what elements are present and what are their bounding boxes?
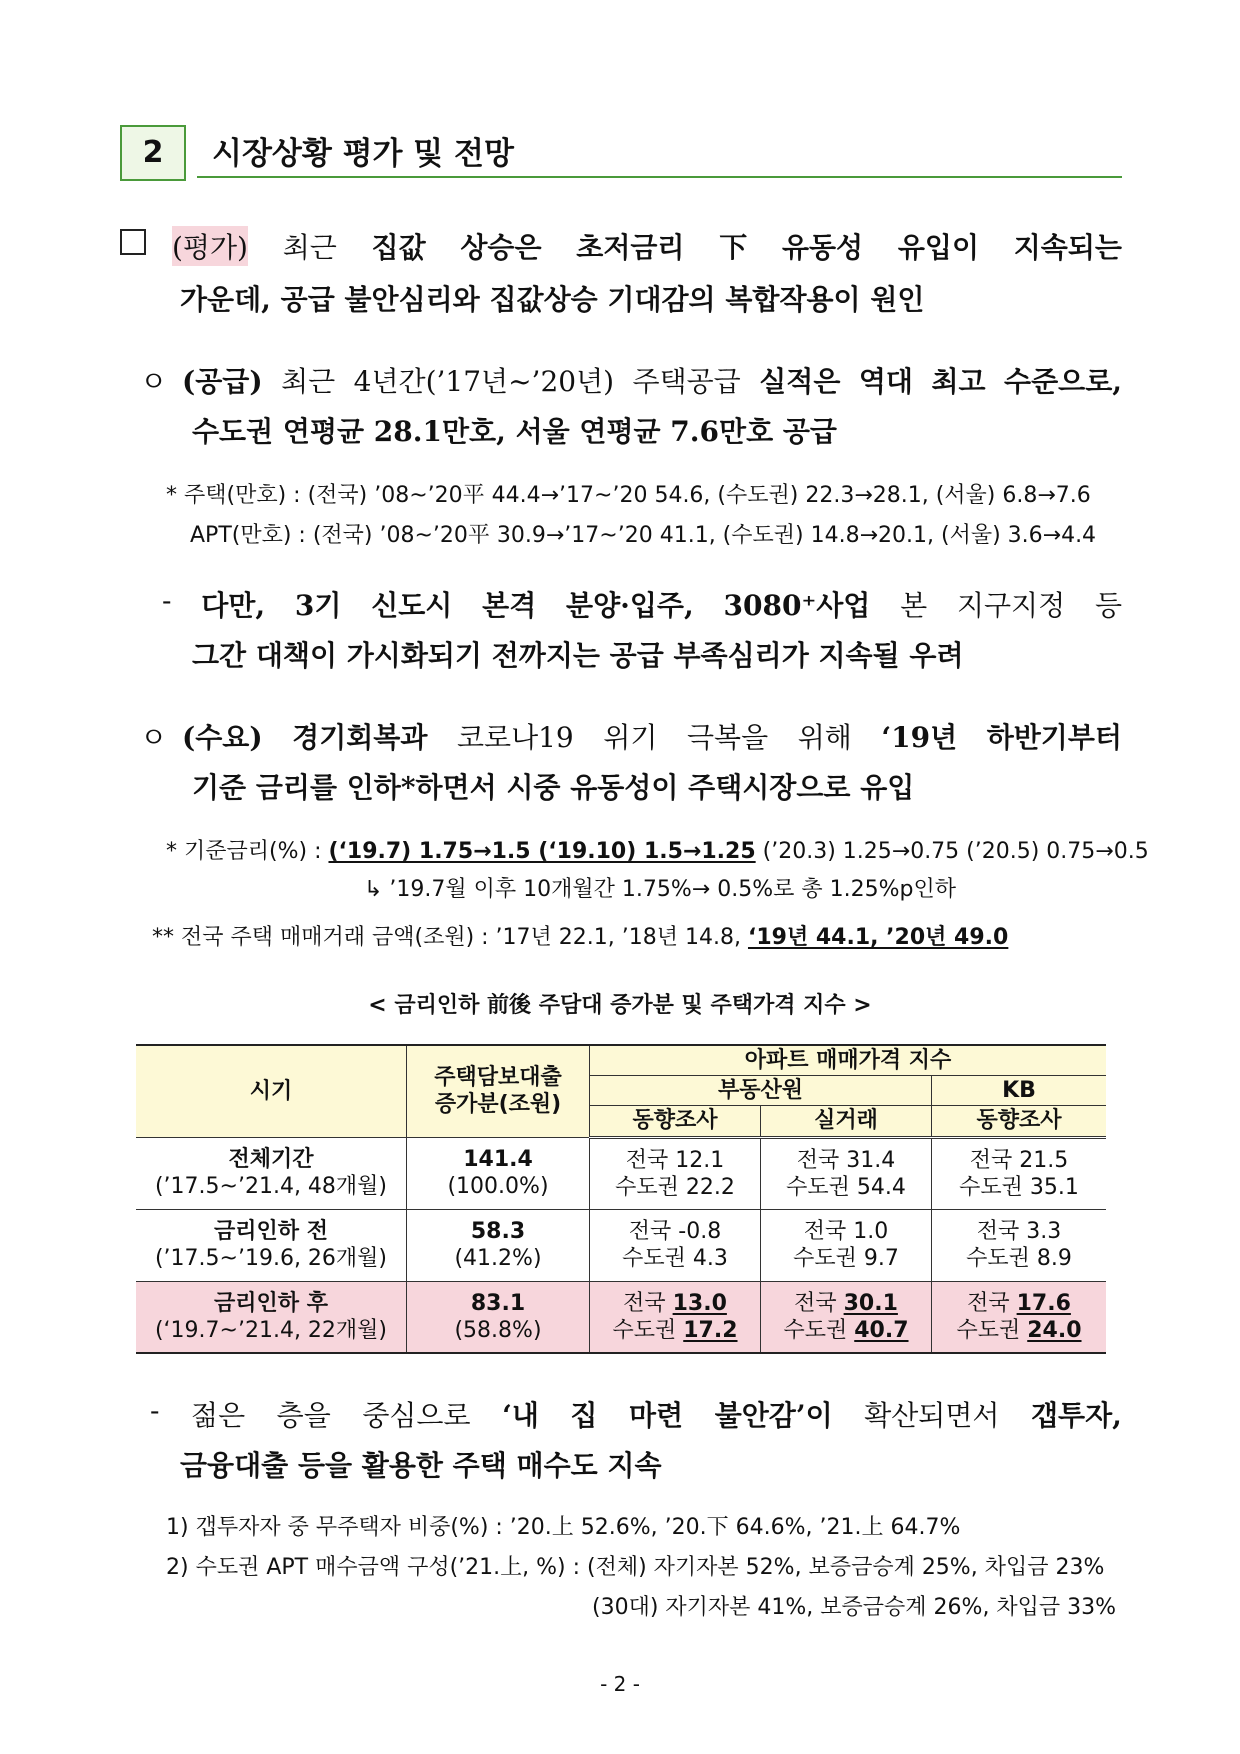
period-range: (’17.5~’21.4, 48개월) bbox=[154, 1174, 388, 1199]
p4-word: 위기 bbox=[603, 721, 658, 754]
loan-value: 141.4 bbox=[463, 1147, 533, 1172]
p1-word: 유동성 bbox=[781, 231, 864, 264]
section-underline bbox=[197, 176, 1122, 178]
p2-word: 주택공급 bbox=[632, 365, 741, 398]
p5-note2: 2) 수도권 APT 매수금액 구성(’21.上, %) : (전체) 자기자본 52%, 보증금승계 25%, 차입금 23% bbox=[166, 1555, 1105, 1580]
period-range: (’17.5~’19.6, 26개월) bbox=[154, 1246, 388, 1271]
table-row-highlight bbox=[136, 1281, 1106, 1353]
p3-word: 다만, bbox=[201, 589, 266, 622]
p3-word: 신도시 bbox=[371, 589, 453, 622]
p4-line1 bbox=[182, 716, 1122, 756]
p4-word: 극복을 bbox=[686, 721, 769, 754]
value: 수도권 22.2 bbox=[615, 1174, 735, 1200]
p2-line2: 수도권 연평균 28.1만호, 서울 연평균 7.6만호 공급 bbox=[192, 415, 837, 448]
p3-word: - bbox=[162, 584, 172, 617]
p1-word: 집값 bbox=[371, 231, 426, 264]
cell-period bbox=[136, 1137, 407, 1209]
p1-line2: 가운데, 공급 불안심리와 집값상승 기대감의 복합작용이 원인 bbox=[180, 283, 925, 316]
data-table bbox=[136, 1044, 1106, 1354]
bullet-icon: ㅇ bbox=[140, 721, 168, 754]
p5-word: 불안감’이 bbox=[714, 1399, 833, 1432]
value: 17.6 bbox=[1016, 1290, 1071, 1316]
p1-word: 최근 bbox=[282, 231, 337, 264]
p4-note1-pre: * 기준금리(%) : bbox=[166, 839, 322, 864]
page-number: - 2 - bbox=[600, 1672, 640, 1696]
header-reb: 부동산원 bbox=[590, 1075, 932, 1105]
value: 수도권 8.9 bbox=[966, 1246, 1072, 1271]
p5-word: 갭투자, bbox=[1030, 1399, 1122, 1432]
p5-line2: 금융대출 등을 활용한 주택 매수도 지속 bbox=[180, 1449, 662, 1482]
period-label: 전체기간 bbox=[228, 1147, 314, 1172]
p4-note1 bbox=[166, 834, 1149, 865]
header-period: 시기 bbox=[136, 1045, 407, 1137]
p3-word: 본격 bbox=[482, 589, 537, 622]
p2-line1 bbox=[182, 360, 1122, 400]
cell-loan bbox=[407, 1137, 590, 1209]
p4-word: 경기회복과 bbox=[292, 721, 428, 754]
p4-word: (수요) bbox=[182, 721, 263, 754]
period-label: 금리인하 후 bbox=[214, 1290, 328, 1316]
p5-word: 중심으로 bbox=[362, 1399, 471, 1432]
header-loan-line2: 증가분(조원) bbox=[434, 1092, 562, 1118]
p4-note2: ↳ ’19.7월 이후 10개월간 1.75%→ 0.5%로 총 1.25%p인하 bbox=[364, 877, 956, 902]
header-col3: 동향조사 bbox=[932, 1105, 1107, 1137]
value: 24.0 bbox=[1027, 1317, 1082, 1343]
value: 수도권 54.4 bbox=[786, 1174, 906, 1200]
p4-word: 코로나19 bbox=[456, 721, 574, 754]
label: 전국 bbox=[623, 1290, 666, 1316]
header-loan bbox=[407, 1045, 590, 1137]
cell-loan bbox=[407, 1209, 590, 1281]
cell-period bbox=[136, 1281, 407, 1353]
p5-word: 층을 bbox=[276, 1399, 331, 1432]
value: 40.7 bbox=[854, 1317, 909, 1343]
cell-kb-trend bbox=[932, 1209, 1107, 1281]
checkbox-icon bbox=[120, 226, 146, 259]
p3-word: 3080⁺사업 bbox=[723, 589, 871, 622]
p5-word: ‘내 bbox=[502, 1399, 539, 1432]
section-number-box bbox=[120, 125, 186, 181]
p5-word: 마련 bbox=[629, 1399, 684, 1432]
p3-word: 분양·입주, bbox=[566, 589, 694, 622]
p5-word: 확산되면서 bbox=[864, 1399, 1000, 1432]
p4-note1-underlined: (‘19.7) 1.75→1.5 (‘19.10) 1.5→1.25 bbox=[328, 839, 756, 864]
value: 수도권 4.3 bbox=[622, 1246, 728, 1271]
label: 전국 bbox=[967, 1290, 1010, 1316]
header-loan-line1: 주택담보대출 bbox=[434, 1065, 562, 1091]
p5-word: - bbox=[150, 1394, 160, 1427]
value: 30.1 bbox=[843, 1290, 898, 1316]
label: 전국 bbox=[794, 1290, 837, 1316]
value: 전국 21.5 bbox=[969, 1147, 1069, 1173]
p5-note1: 1) 갭투자자 중 무주택자 비중(%) : ’20.上 52.6%, ’20.下 64.6%, ’21.上 64.7% bbox=[166, 1515, 961, 1540]
p1-word: 지속되는 bbox=[1013, 231, 1122, 264]
p1-word: 下 bbox=[719, 231, 748, 264]
p5-note3: (30대) 자기자본 41%, 보증금승계 26%, 차입금 33% bbox=[592, 1595, 1117, 1620]
p5-word: 젊은 bbox=[191, 1399, 246, 1432]
p4-note3-underlined: ‘19년 44.1, ’20년 49.0 bbox=[747, 925, 1009, 950]
p5-word: 집 bbox=[570, 1399, 598, 1432]
p3-line1 bbox=[162, 584, 1122, 624]
value: 수도권 35.1 bbox=[959, 1174, 1079, 1200]
value: 전국 3.3 bbox=[976, 1219, 1062, 1244]
header-apt: 아파트 매매가격 지수 bbox=[590, 1045, 1107, 1075]
p4-word: ‘19년 bbox=[881, 721, 958, 754]
value: 17.2 bbox=[683, 1317, 738, 1343]
label: 수도권 bbox=[783, 1317, 848, 1343]
header-kb: KB bbox=[932, 1075, 1107, 1105]
cell-reb-trend bbox=[590, 1209, 761, 1281]
p4-word: 위해 bbox=[797, 721, 852, 754]
loan-share: (100.0%) bbox=[447, 1174, 549, 1199]
table-caption: < 금리인하 前後 주담대 증가분 및 주택가격 지수 > bbox=[368, 993, 872, 1018]
cell-reb-trend bbox=[590, 1137, 761, 1209]
loan-value: 58.3 bbox=[470, 1219, 526, 1244]
p3-line2: 그간 대책이 가시화되기 전까지는 공급 부족심리가 지속될 우려 bbox=[192, 639, 964, 672]
loan-share: (58.8%) bbox=[454, 1317, 542, 1343]
value: 전국 12.1 bbox=[625, 1147, 725, 1173]
p4-note3 bbox=[152, 920, 1008, 951]
p3-word: 3기 bbox=[294, 589, 342, 622]
p1-word: 유입이 bbox=[897, 231, 979, 264]
value: 전국 1.0 bbox=[803, 1219, 889, 1244]
p3-word: 지구지정 bbox=[956, 589, 1066, 622]
section-title: 시장상황 평가 및 전망 bbox=[212, 136, 514, 172]
p1-tag: (평가) bbox=[172, 226, 248, 266]
p2-word: 실적은 bbox=[759, 365, 841, 398]
table-row bbox=[136, 1137, 1106, 1209]
p2-note1: * 주택(만호) : (전국) ’08~’20平 44.4→’17~’20 54.6, (수도권) 22.3→28.1, (서울) 6.8→7.6 bbox=[166, 483, 1091, 508]
cell-period bbox=[136, 1209, 407, 1281]
cell-kb-trend bbox=[932, 1137, 1107, 1209]
p1-word: 초저금리 bbox=[576, 231, 685, 264]
p4-note1-post: (’20.3) 1.25→0.75 (’20.5) 0.75→0.5 bbox=[762, 839, 1149, 864]
p2-word: (공급) bbox=[182, 365, 263, 398]
cell-reb-actual bbox=[761, 1209, 932, 1281]
cell-loan bbox=[407, 1281, 590, 1353]
cell-kb-trend bbox=[932, 1281, 1107, 1353]
value: 전국 -0.8 bbox=[628, 1219, 722, 1244]
period-range: (‘19.7~’21.4, 22개월) bbox=[154, 1317, 388, 1343]
p4-line2: 기준 금리를 인하*하면서 시중 유동성이 주택시장으로 유입 bbox=[192, 771, 915, 804]
header-col2: 실거래 bbox=[761, 1105, 932, 1137]
p4-word: 하반기부터 bbox=[986, 721, 1122, 754]
cell-reb-actual bbox=[761, 1281, 932, 1353]
cell-reb-trend bbox=[590, 1281, 761, 1353]
p2-word: 역대 bbox=[858, 365, 913, 398]
p2-note2: APT(만호) : (전국) ’08~’20平 30.9→’17~’20 41.1, (수도권) 14.8→20.1, (서울) 3.6→4.4 bbox=[190, 523, 1097, 548]
header-col1: 동향조사 bbox=[590, 1105, 761, 1137]
p3-word: 본 bbox=[900, 589, 928, 622]
value: 13.0 bbox=[672, 1290, 727, 1316]
p2-word: 수준으로, bbox=[1004, 365, 1122, 398]
value: 전국 31.4 bbox=[796, 1147, 896, 1173]
label: 수도권 bbox=[956, 1317, 1021, 1343]
loan-share: (41.2%) bbox=[454, 1246, 542, 1271]
loan-value: 83.1 bbox=[470, 1290, 526, 1316]
cell-reb-actual bbox=[761, 1137, 932, 1209]
p4-note3-pre: ** 전국 주택 매매거래 금액(조원) : ’17년 22.1, ’18년 14.8, bbox=[152, 925, 741, 950]
p1-line1 bbox=[172, 226, 1122, 266]
value: 수도권 9.7 bbox=[793, 1246, 899, 1271]
p2-word: 최근 bbox=[281, 365, 336, 398]
bullet-icon: ㅇ bbox=[140, 365, 168, 398]
p1-word: 상승은 bbox=[460, 231, 542, 264]
p5-line1 bbox=[150, 1394, 1122, 1434]
period-label: 금리인하 전 bbox=[214, 1219, 328, 1244]
p2-word: 4년간(’17년~’20년) bbox=[353, 365, 615, 398]
section-number: 2 bbox=[142, 135, 164, 170]
label: 수도권 bbox=[612, 1317, 677, 1343]
p3-word: 등 bbox=[1094, 589, 1122, 622]
p2-word: 최고 bbox=[931, 365, 986, 398]
table-row bbox=[136, 1209, 1106, 1281]
